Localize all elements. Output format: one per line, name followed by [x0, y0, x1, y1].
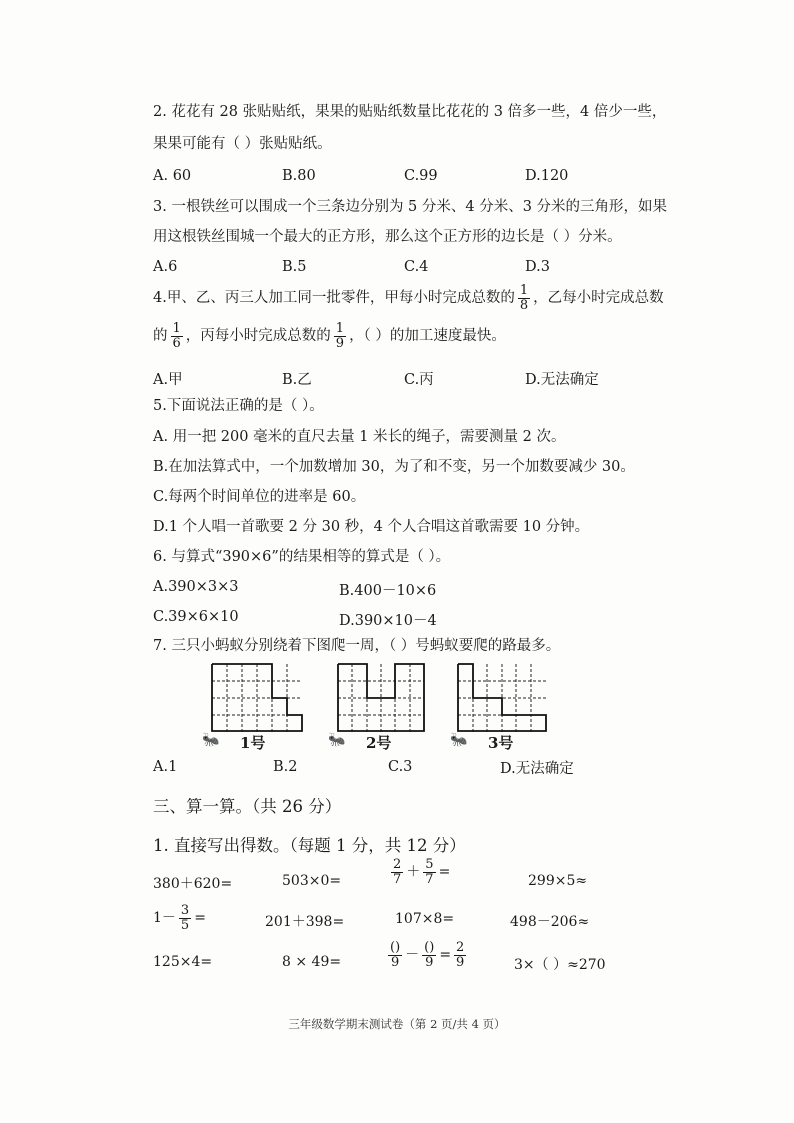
- q5-stem: 5.下面说法正确的是（ ）。: [153, 398, 324, 414]
- calc-r2-c2: 201＋398=: [265, 914, 345, 930]
- calc-r3-c2: 8 × 49=: [282, 954, 342, 970]
- q4-option-c: C.丙: [404, 372, 434, 388]
- q6-option-d: D.390×10－4: [339, 613, 437, 629]
- q2-option-c: C.99: [404, 168, 438, 184]
- q3-option-d: D.3: [525, 259, 550, 275]
- q6-option-a: A.390×3×3: [153, 579, 239, 595]
- grid-figure-1: [200, 662, 310, 732]
- q4-option-a: A.甲: [153, 372, 183, 388]
- q7-option-a: A.1: [153, 759, 178, 775]
- q5-option-b: B.在加法算式中，一个加数增加 30，为了和不变，另一个加数要减少 30。: [153, 459, 635, 475]
- q5-option-d: D.1 个人唱一首歌要 2 分 30 秒，4 个人合唱这首歌需要 10 分钟。: [153, 519, 590, 535]
- q3-option-b: B.5: [282, 259, 307, 275]
- section-3-sub1: 1. 直接写出得数。（每题 1 分，共 12 分）: [153, 836, 466, 855]
- q7-option-c: C.3: [388, 759, 413, 775]
- q3-option-c: C.4: [404, 259, 429, 275]
- ant-icon: 🐜: [450, 732, 468, 748]
- q6-stem: 6. 与算式“390×6”的结果相等的算式是（ ）。: [153, 549, 451, 565]
- q2-line2: 果果可能有（ ）张贴贴纸。: [153, 136, 332, 152]
- figure-2: [326, 662, 436, 754]
- q4-line1: [153, 284, 664, 312]
- calc-r1-c2: 503×0=: [282, 873, 342, 889]
- calc-r3-c3: $\frac{()}{9}$ － $\frac{()}{9}$ = $\frac{2}{9}$: [390, 940, 465, 970]
- q4-fraction-1-6: $\frac{1}{6}$: [172, 321, 181, 351]
- calc-r3-c4: 3×（ ）≈270: [514, 957, 606, 973]
- q6-option-b: B.400－10×6: [339, 583, 437, 599]
- q7-option-b: B.2: [273, 759, 298, 775]
- q4-option-d: D.无法确定: [525, 372, 599, 388]
- q4-text-a: 4.甲、乙、丙三人加工同一批零件，甲每小时完成总数的: [153, 290, 515, 307]
- calc-r1-c3: $\frac{2}{7}$ ＋ $\frac{5}{7}$ =: [393, 857, 451, 887]
- q2-option-b: B.80: [282, 168, 316, 184]
- figure-2-label: 2号: [366, 734, 392, 752]
- calc-r1-c4: 299×5≈: [528, 873, 588, 889]
- q2-line1: 2. 花花有 28 张贴贴纸，果果的贴贴纸数量比花花的 3 倍多一些，4 倍少一些，: [153, 104, 667, 120]
- q4-line2: 的 $\frac{1}{6}$ ，丙每小时完成总数的 $\frac{1}{9}$ ，（ ）的加工速度最快。: [153, 321, 506, 351]
- grid-figure-2: [326, 662, 436, 732]
- figure-1-label: 1号: [240, 734, 266, 752]
- figure-3: [448, 662, 558, 754]
- section-3-title: 三、算一算。（共 26 分）: [153, 797, 342, 816]
- page-footer: 三年级数学期末测试卷（第 2 页/共 4 页）: [288, 1017, 506, 1031]
- q4-option-b: B.乙: [282, 372, 312, 388]
- q7-option-d: D.无法确定: [500, 761, 574, 777]
- figure-1: [200, 662, 310, 754]
- grid-figure-3: [448, 662, 558, 732]
- q6-option-c: C.39×6×10: [153, 609, 239, 625]
- q2-option-a: A. 60: [153, 168, 192, 184]
- calc-r1-c1: 380＋620=: [153, 876, 233, 892]
- q2-option-d: D.120: [525, 168, 569, 184]
- q4-fraction-1-8: $\frac{1}{8}$: [519, 283, 529, 313]
- ant-icon: 🐜: [202, 732, 220, 748]
- q3-line2: 用这根铁丝围城一个最大的正方形，那么这个正方形的边长是（ ）分米。: [153, 229, 622, 245]
- q3-option-a: A.6: [153, 259, 178, 275]
- q7-stem: 7. 三只小蚂蚁分别绕着下图爬一周，（ ）号蚂蚁要爬的路最多。: [153, 638, 561, 654]
- q4-fraction-1-9: $\frac{1}{9}$: [335, 321, 345, 351]
- q4-text-b: ，乙每小时完成总数: [533, 290, 664, 307]
- q5-option-c: C.每两个时间单位的进率是 60。: [153, 489, 366, 505]
- ant-icon: 🐜: [328, 732, 346, 748]
- q5-option-a: A. 用一把 200 毫米的直尺去量 1 米长的绳子，需要测量 2 次。: [153, 429, 566, 445]
- calc-r2-c3: 107×8=: [395, 911, 455, 927]
- calc-r2-c1: 1－ $\frac{3}{5}$ =: [153, 903, 206, 933]
- calc-r2-c4: 498－206≈: [510, 914, 590, 930]
- figure-3-label: 3号: [488, 734, 514, 752]
- calc-r3-c1: 125×4=: [153, 954, 213, 970]
- q3-line1: 3. 一根铁丝可以围成一个三条边分别为 5 分米、4 分米、3 分米的三角形，如果: [153, 199, 668, 215]
